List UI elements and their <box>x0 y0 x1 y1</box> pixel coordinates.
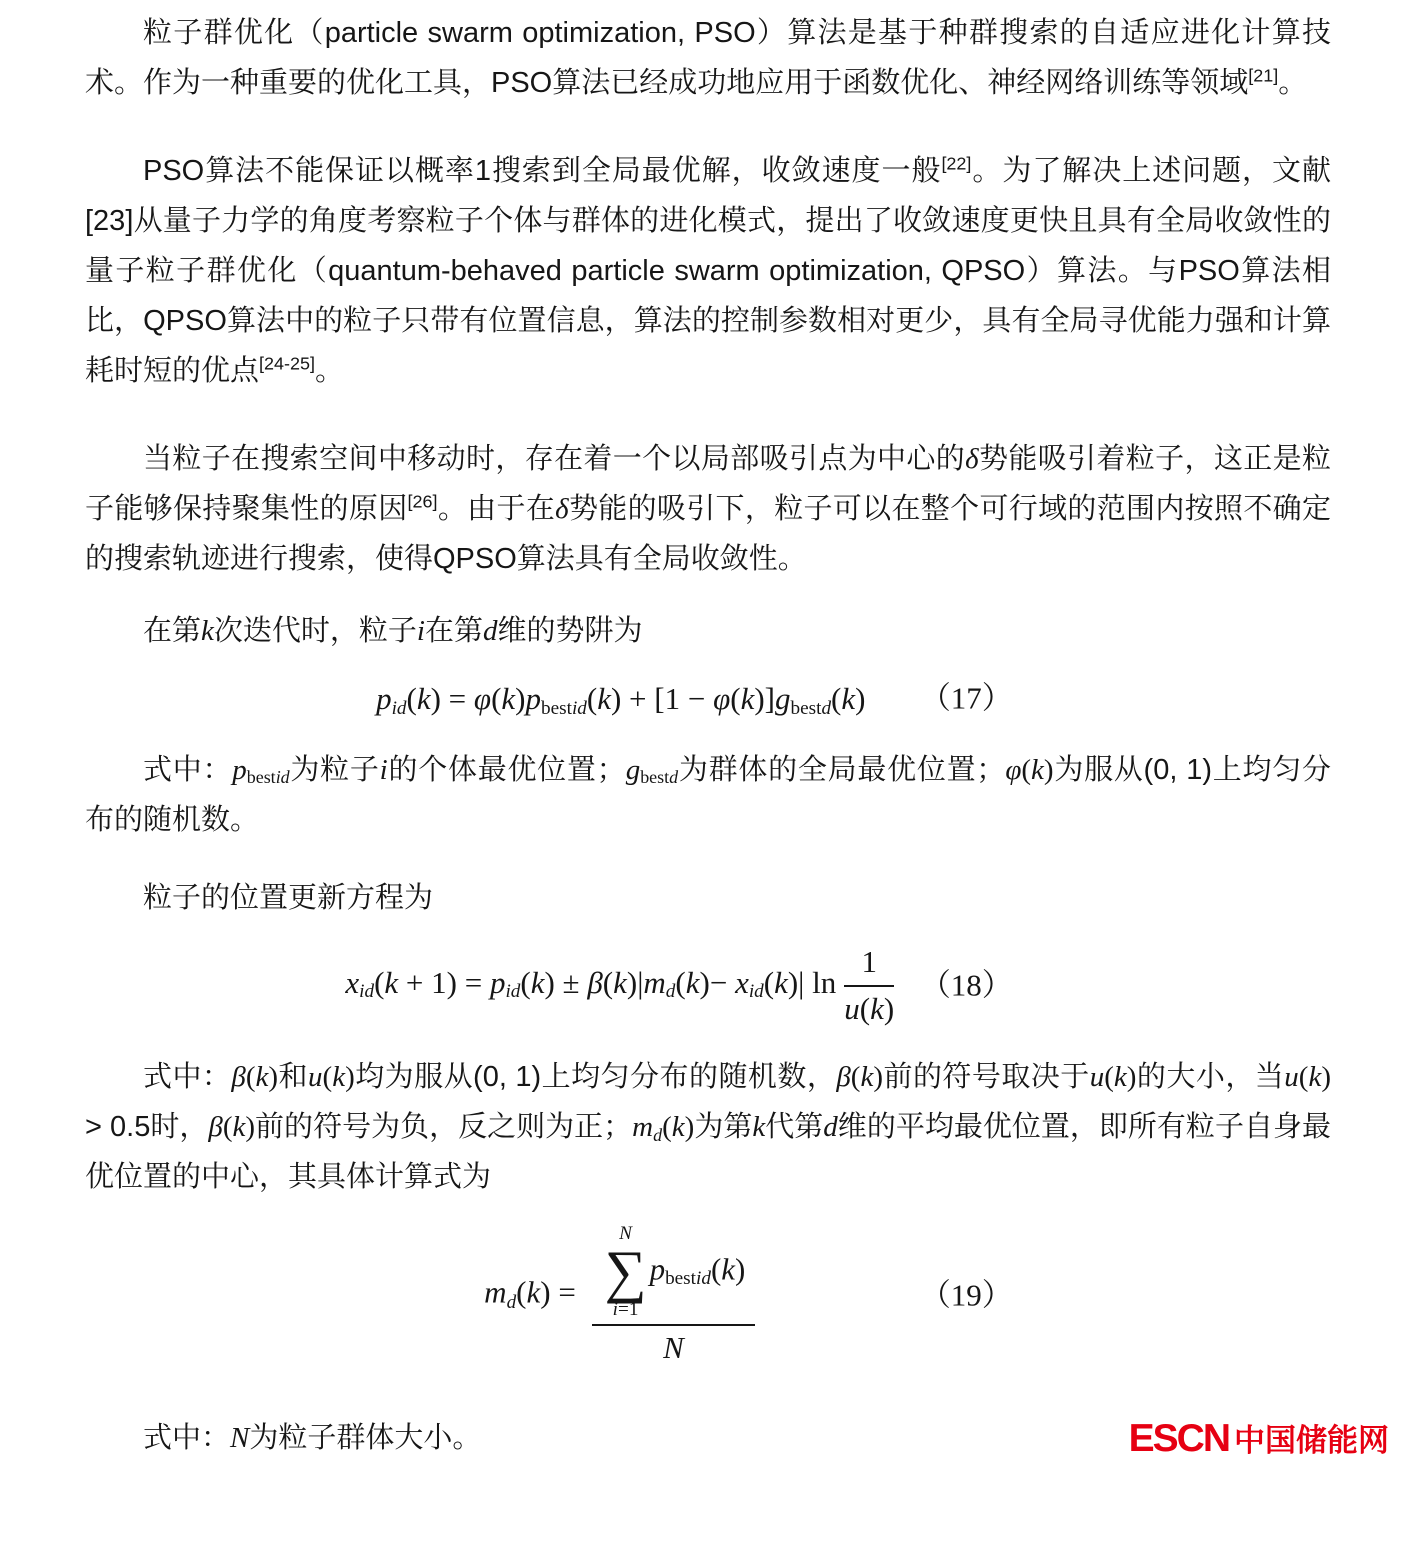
text-run: ( <box>710 1251 722 1287</box>
text-run: δ <box>555 493 569 525</box>
text-run: x <box>735 964 749 1000</box>
text-run: k <box>613 964 627 1000</box>
text-run: ) + [1 − <box>610 681 714 716</box>
text-run: d <box>823 1111 838 1144</box>
text-run: ( <box>1298 1061 1309 1094</box>
paragraph-delta-potential <box>85 434 1331 584</box>
text-run: 势能吸引着粒子，这正是粒子能够保持聚集性的原因 <box>85 443 1331 525</box>
text-run: g <box>775 681 791 716</box>
equation-19 <box>85 1224 1331 1367</box>
subscript <box>640 767 678 787</box>
superscript <box>1248 65 1278 85</box>
text-run: 次迭代时，粒子 <box>213 615 417 647</box>
text-run: [24-25] <box>259 353 315 374</box>
text-run: d <box>669 767 679 788</box>
text-run: ) <box>873 1061 884 1094</box>
equation-19-number: （19） <box>919 1277 1013 1313</box>
text-run: k <box>685 964 700 1000</box>
escn-logo-cjk: 中国储能网 <box>1234 1423 1389 1459</box>
last-line-row <box>85 1413 1389 1463</box>
text-run: u <box>1089 1061 1105 1094</box>
text-run: 和 <box>278 1061 309 1094</box>
text-run: 为粒子 <box>289 753 380 786</box>
text-run: 为服从(0, 1)上均匀分布的随机数。 <box>85 753 1331 836</box>
subscript <box>541 698 587 719</box>
text-run: β <box>208 1111 223 1144</box>
superscript <box>408 491 438 511</box>
text-run: 式中： <box>143 753 233 786</box>
text-run: 在第 <box>424 615 483 647</box>
text-run: k <box>332 1061 346 1094</box>
text-run: [26] <box>407 491 438 512</box>
text-run: best <box>640 767 670 788</box>
text-run: ( <box>831 681 842 716</box>
text-run: 前的符号取决于 <box>883 1061 1090 1094</box>
text-run: k <box>1308 1061 1322 1094</box>
text-run: k <box>530 964 545 1000</box>
text-run: ( <box>763 964 775 1000</box>
equation-18 <box>85 943 1331 1029</box>
text-run: ( <box>602 964 614 1000</box>
equation-18-number: （18） <box>919 967 1013 1003</box>
text-run: ( <box>675 964 686 1000</box>
text-run: p <box>489 964 506 1000</box>
text-run: ) = <box>540 1274 584 1310</box>
text-run: best <box>665 1268 696 1290</box>
text-run: k <box>526 1274 541 1310</box>
text-run: 。 <box>314 355 344 387</box>
text-run: φ <box>1005 753 1022 786</box>
text-run: 粒子群优化（particle swarm optimization, PSO）算法是基于种群搜索的自适应进化计算技术。作为一种重要的优化工具，PSO算法已经成功地应用于函数优化、神经网络训练等领域 <box>85 17 1331 99</box>
fraction <box>844 943 894 1029</box>
text-run: ) <box>515 681 526 716</box>
text-run: ( <box>850 1061 861 1094</box>
fraction-denominator <box>592 1326 756 1368</box>
text-run: k <box>416 681 431 716</box>
text-run: g <box>625 753 641 786</box>
text-run: x <box>345 964 360 1000</box>
text-run: k <box>671 1111 685 1144</box>
subscript <box>505 981 520 1002</box>
text-run: ) <box>1043 753 1054 786</box>
text-run: k <box>255 1061 269 1094</box>
text-run: k <box>752 1111 766 1144</box>
text-run: p <box>232 753 247 786</box>
text-run: ( <box>222 1111 233 1144</box>
text-run: β <box>231 1061 246 1094</box>
text-run: k <box>860 1061 874 1094</box>
text-run: 。为了解决上述问题，文献[23]从量子力学的角度考察粒子个体与群体的进化模式，提出了收敛速度更快且具有全局收敛性的量子粒子群优化（quantum-behaved particle swarm optimization, QPSO）算法。与PSO算法相比，QPSO算法中的粒子只带有位置信息，算法的控制参数相对更少，具有全局寻优能力强和计算耗时短的优点 <box>85 155 1331 387</box>
text-run: best <box>790 697 822 719</box>
text-run: m <box>632 1111 654 1144</box>
text-run: 为群体的全局最优位置； <box>678 753 1006 786</box>
subscript <box>392 698 407 719</box>
text-run: ( <box>245 1061 256 1094</box>
text-run: d <box>506 1291 517 1313</box>
summation <box>605 1224 647 1320</box>
text-run: 1 <box>861 943 877 979</box>
text-run: id <box>505 981 521 1003</box>
summation-lower-limit <box>613 1300 639 1320</box>
text-run: 的大小，当 <box>1136 1061 1285 1094</box>
text-run: β <box>587 964 603 1000</box>
text-run: k <box>721 1251 736 1287</box>
text-run: p <box>525 681 541 716</box>
text-run: 维的势阱为 <box>497 615 643 647</box>
text-run: 的个体最优位置； <box>387 753 626 786</box>
text-run: m <box>484 1274 507 1310</box>
text-run: )− <box>699 964 736 1000</box>
equation-17 <box>85 680 1331 719</box>
text-run: k <box>1031 753 1044 786</box>
paragraph-qpso-motivation <box>85 146 1331 396</box>
paragraph-eq17-explanation <box>85 745 1331 845</box>
paragraph-eq17-leadin <box>85 606 1331 656</box>
text-run: ( <box>520 964 531 1000</box>
subscript <box>653 1125 662 1145</box>
text-run: ) <box>1126 1061 1137 1094</box>
text-run: d <box>665 981 676 1003</box>
text-run: u <box>1284 1061 1299 1094</box>
paragraph-pso-intro <box>85 8 1331 108</box>
text-run: k <box>384 964 399 1000</box>
text-run: k <box>1113 1061 1127 1094</box>
text-run: ( <box>516 1274 527 1310</box>
text-run: ) <box>1321 1061 1331 1094</box>
text-run: d <box>653 1124 663 1145</box>
text-run: p <box>649 1251 666 1287</box>
text-run: 为粒子群体大小。 <box>249 1422 482 1455</box>
text-run: )| <box>626 964 644 1000</box>
text-run: d <box>821 697 832 719</box>
fraction-numerator <box>592 1224 756 1325</box>
fraction-numerator <box>844 943 894 987</box>
text-run: > 0.5时， <box>85 1111 209 1144</box>
text-run: p <box>376 681 392 716</box>
text-run: ) <box>245 1111 256 1144</box>
text-run: d <box>482 615 498 647</box>
text-run: ( <box>374 964 385 1000</box>
subscript <box>247 767 290 787</box>
text-run: N <box>663 1329 684 1365</box>
text-run: δ <box>965 443 979 475</box>
subscript <box>666 981 676 1002</box>
text-run: k <box>597 681 611 716</box>
text-run: β <box>836 1061 851 1094</box>
superscript <box>259 353 315 373</box>
text-run: ( <box>406 681 417 716</box>
subscript <box>359 981 374 1002</box>
text-run: [21] <box>1248 65 1279 86</box>
text-run: ( <box>586 681 598 716</box>
escn-logo-latin: ESCN <box>1128 1417 1229 1461</box>
text-run: 代第 <box>765 1111 824 1144</box>
text-run: id <box>275 767 290 788</box>
subscript <box>749 981 764 1002</box>
text-run: ) <box>883 990 895 1026</box>
text-run: 。由于在 <box>437 493 556 525</box>
text-run: 均为服从(0, 1)上均匀分布的随机数， <box>354 1061 837 1094</box>
text-run: 当粒子在搜索空间中移动时，存在着一个以局部吸引点为中心的 <box>143 443 966 475</box>
text-run: ) ± <box>544 964 588 1000</box>
text-run: [22] <box>941 153 972 174</box>
text-run: u <box>308 1061 323 1094</box>
text-run: ( <box>491 681 502 716</box>
subscript <box>665 1268 711 1289</box>
text-run: 式中： <box>143 1422 231 1455</box>
text-run: 为第 <box>694 1111 753 1144</box>
text-run: id <box>748 981 764 1003</box>
text-run: 粒子的位置更新方程为 <box>143 881 434 914</box>
text-run: id <box>391 697 407 719</box>
text-run: 。 <box>1278 67 1308 99</box>
text-run: i <box>416 615 425 647</box>
subscript <box>507 1292 517 1313</box>
sigma-symbol: ∑ <box>604 1239 647 1305</box>
text-run: k <box>201 615 214 647</box>
text-run: N <box>230 1422 250 1455</box>
text-run: 势能的吸引下，粒子可以在整个可行域的范围内按照不确定的搜索轨迹进行搜索，使得QPSO算法具有全局收敛性。 <box>85 493 1331 575</box>
text-run: id <box>696 1268 711 1290</box>
escn-logo <box>1129 1415 1389 1461</box>
superscript <box>941 153 971 173</box>
text-run: i <box>379 753 388 786</box>
text-run: 式中： <box>143 1061 232 1094</box>
text-run: m <box>643 964 666 1000</box>
text-run: ( <box>662 1111 672 1144</box>
subscript <box>791 698 832 719</box>
text-run: k <box>740 681 755 716</box>
text-run: k <box>774 964 788 1000</box>
text-run: 在第 <box>143 615 202 647</box>
text-run: ) <box>345 1061 355 1094</box>
text-run: ) <box>735 1251 746 1287</box>
text-run: ( <box>730 681 741 716</box>
text-run: N <box>619 1223 632 1245</box>
text-run: ( <box>322 1061 333 1094</box>
text-run: PSO算法不能保证以概率1搜索到全局最优解，收敛速度一般 <box>143 155 942 187</box>
text-run: ( <box>1021 753 1032 786</box>
text-run: best <box>246 767 276 788</box>
text-run: =1 <box>618 1299 639 1321</box>
text-run: id <box>359 981 375 1003</box>
text-run: u <box>844 990 860 1026</box>
text-run: φ <box>713 681 731 716</box>
text-run: i <box>612 1299 619 1321</box>
text-run: best <box>541 697 572 719</box>
text-run: ) <box>855 681 866 716</box>
text-run: ) <box>684 1111 695 1144</box>
paragraph-eq18-explanation <box>85 1052 1331 1202</box>
text-run: ) = <box>430 681 474 716</box>
paragraph-eq18-leadin <box>85 873 1331 923</box>
text-run: 前的符号为负，反之则为正； <box>255 1111 633 1144</box>
fraction-denominator <box>844 987 894 1029</box>
text-run: ( <box>859 990 871 1026</box>
text-run: k <box>870 990 884 1026</box>
text-run: ( <box>1104 1061 1114 1094</box>
text-run: k <box>232 1111 246 1144</box>
fraction <box>592 1224 756 1367</box>
text-run: id <box>571 697 587 719</box>
text-run: k <box>841 681 856 716</box>
equation-17-number: （17） <box>919 681 1013 716</box>
text-run: )] <box>754 681 775 716</box>
text-run: ) <box>268 1061 279 1094</box>
text-run: k <box>501 681 516 716</box>
text-run: + 1) = <box>398 964 490 1000</box>
text-run: 维的平均最优位置，即所有粒子自身最优位置的中心，其具体计算式为 <box>85 1111 1331 1194</box>
text-run: )| ln <box>787 964 837 1000</box>
text-run: φ <box>473 681 492 716</box>
